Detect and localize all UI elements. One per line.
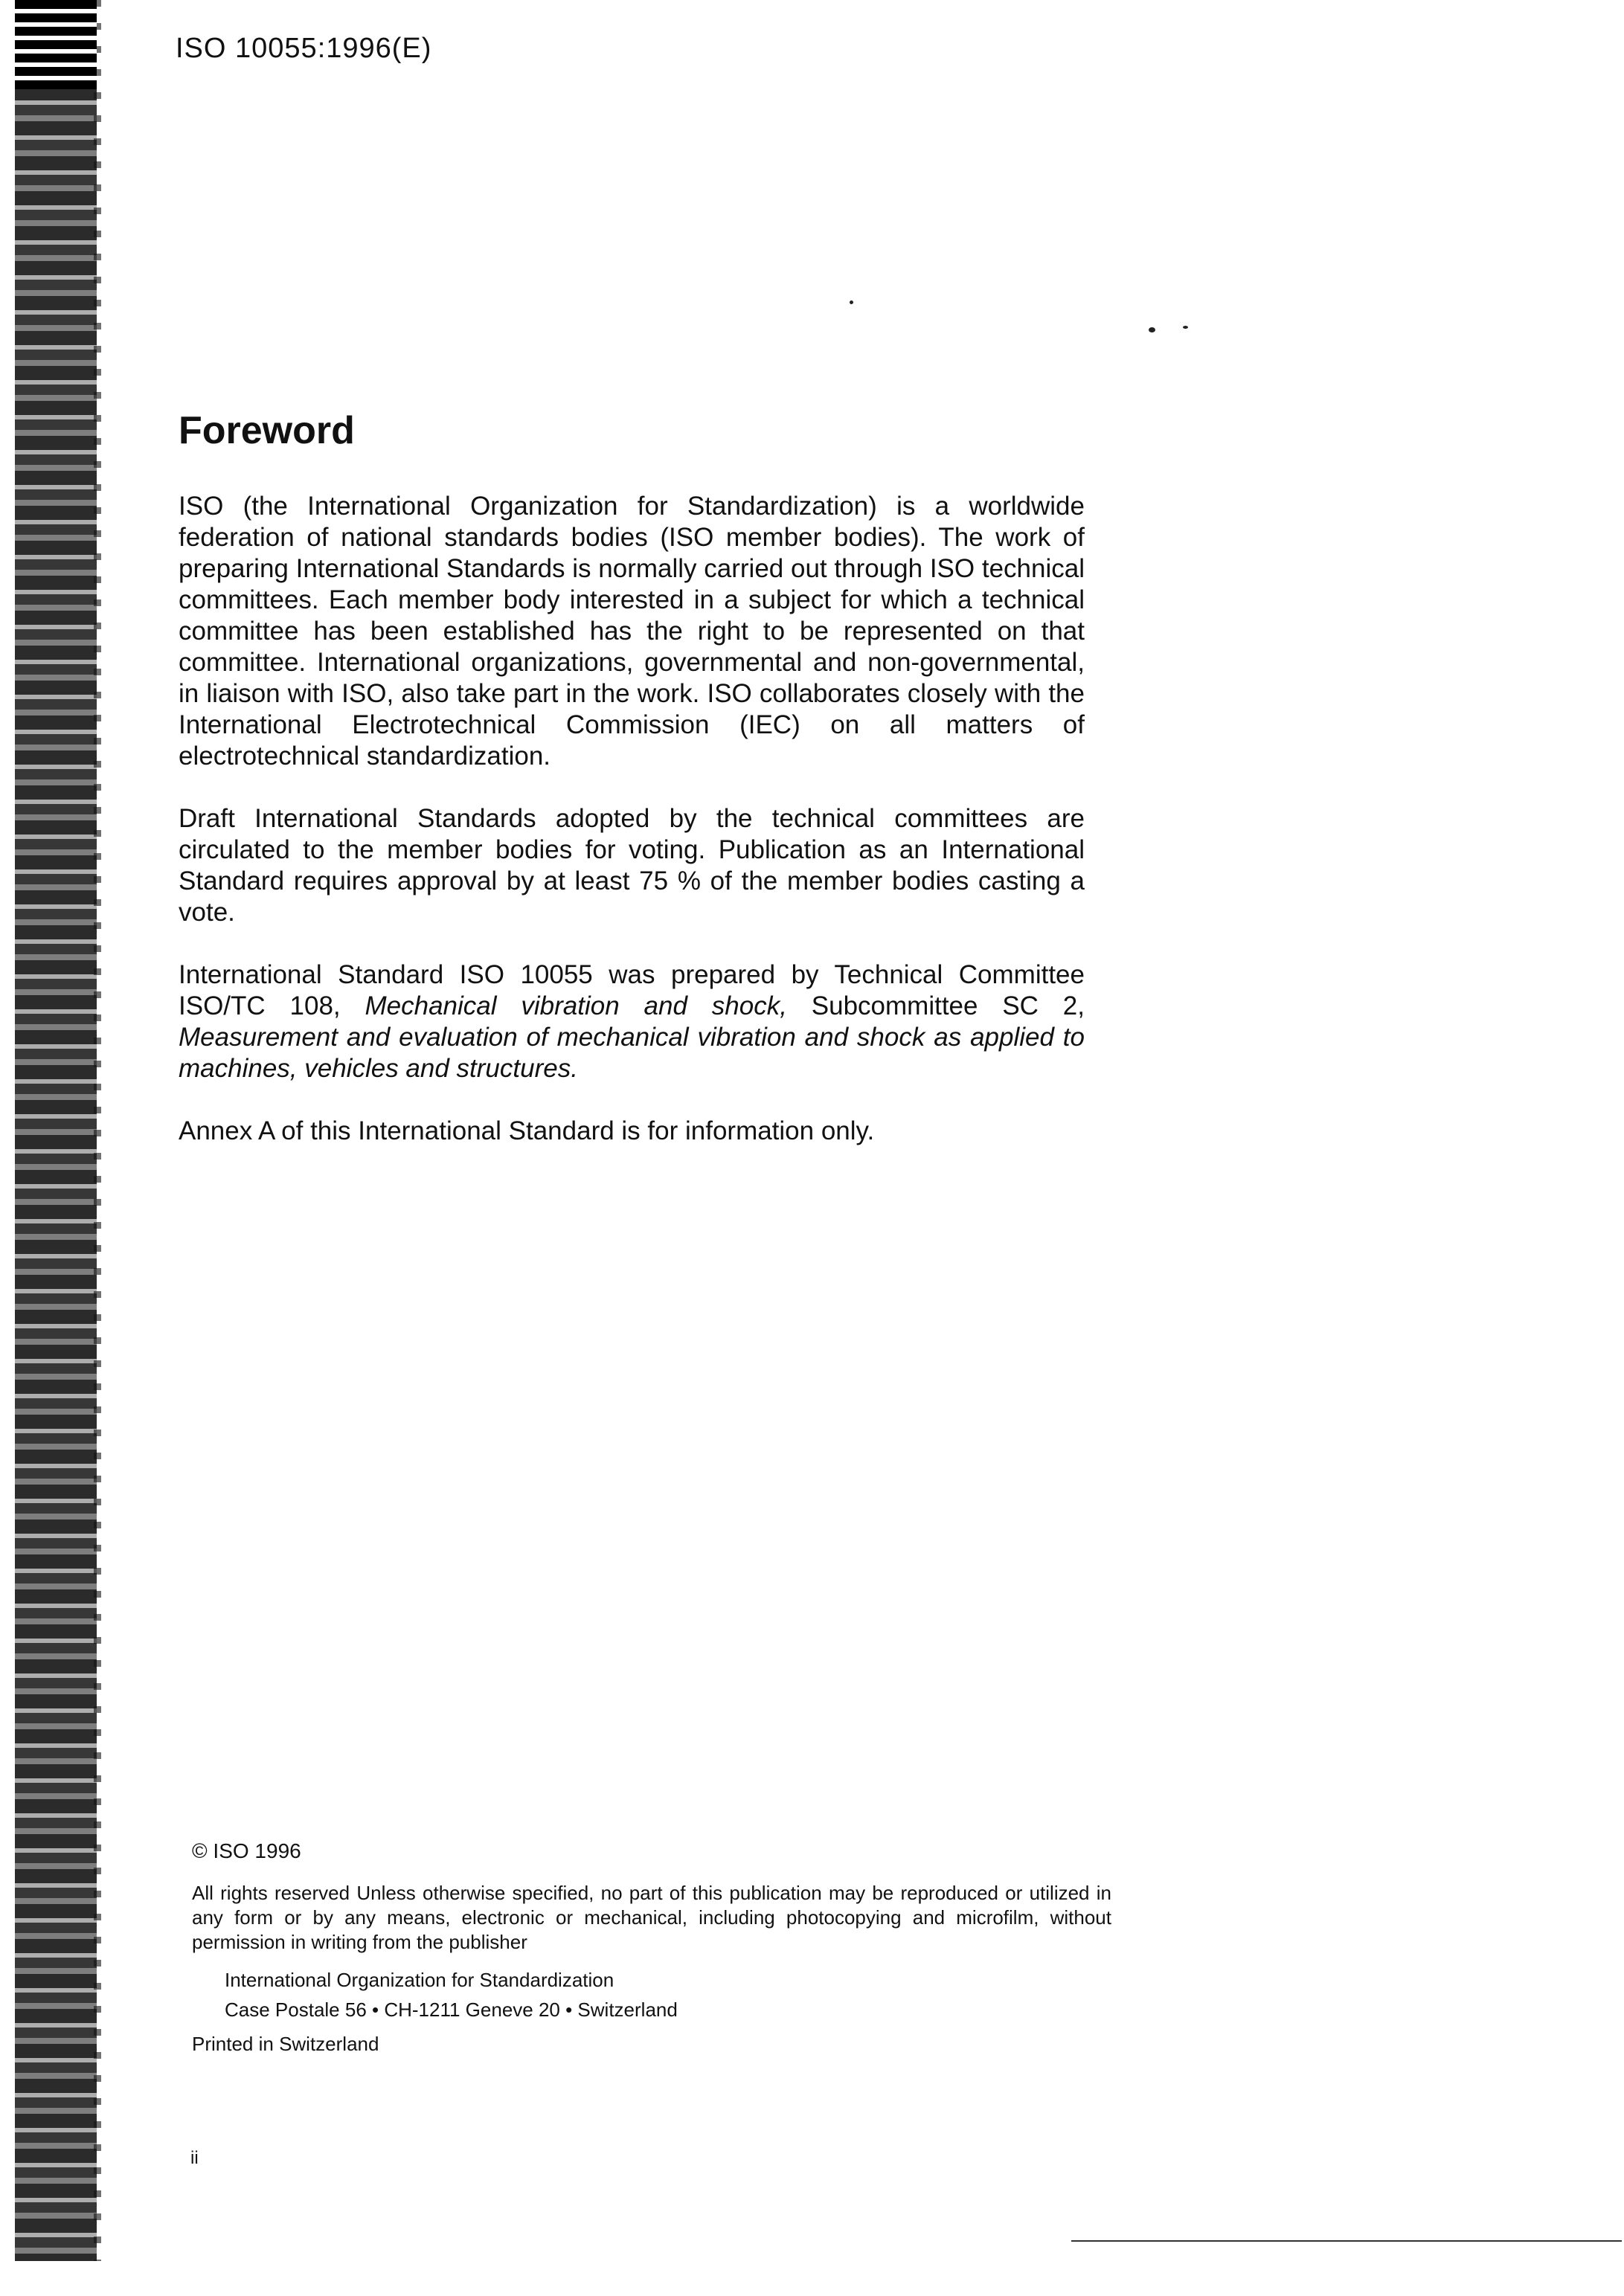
page-number: ii [190, 2148, 199, 2168]
scan-speck [1149, 327, 1155, 332]
committee-lead-text: International Standard ISO 10055 was prepared by Technical Committee ISO/TC 108, [179, 960, 1085, 1020]
scan-binding-edge [15, 0, 97, 2261]
bottom-rule [1071, 2240, 1622, 2242]
publisher-name: International Organization for Standardization [225, 1969, 614, 1991]
scan-speck [850, 300, 853, 304]
paragraph-iso-intro: ISO (the International Organization for Standardization) is a worldwide federation of national standards bodies (ISO member bodies). The work of preparing International Standards is normally carried out through ISO technical committees. Each member body interested in a subject for which a technical committee has been established has the right to be represented on that committee. International organizations, governmental and non-governmental, in liaison with ISO, also take part in the work. ISO collaborates closely with the International Electrotechnical Commission (IEC) on all matters of electrotechnical standardization. [179, 492, 1085, 771]
subcommittee-lead-text: Subcommittee SC 2, [786, 991, 1085, 1020]
copyright-block [192, 1839, 1111, 2057]
scan-registration-bars [15, 0, 97, 89]
publisher-address [225, 1965, 1111, 2025]
paragraph-draft-standards: Draft International Standards adopted by the technical committees are circulated to the member bodies for voting. Publication as an International Standard requires approval by at least 75 % of the member bodies casting a vote. [179, 804, 1085, 927]
copyright-notice: © ISO 1996 [192, 1839, 301, 1862]
foreword-body [179, 491, 1085, 1147]
rights-statement: All rights reserved Unless otherwise specified, no part of this publication may be reproduced or utilized in any form or by any means, electronic or mechanical, including photocopying and microfilm, without permission in writing from the publisher [192, 1882, 1111, 1953]
scan-speck [1183, 326, 1188, 329]
paragraph-annex: Annex A of this International Standard is for information only. [179, 1116, 875, 1145]
publisher-postal-address: Case Postale 56 • CH-1211 Geneve 20 • Switzerland [225, 1998, 678, 2021]
page-title: Foreword [179, 409, 355, 452]
printed-in: Printed in Switzerland [192, 2033, 379, 2055]
committee-name: Mechanical vibration and shock, [365, 991, 787, 1020]
subcommittee-name: Measurement and evaluation of mechanical vibration and shock as applied to machines, vehicles and structures. [179, 1023, 1085, 1083]
paragraph-committee [179, 959, 1085, 1084]
running-head: ISO 10055:1996(E) [176, 33, 432, 64]
